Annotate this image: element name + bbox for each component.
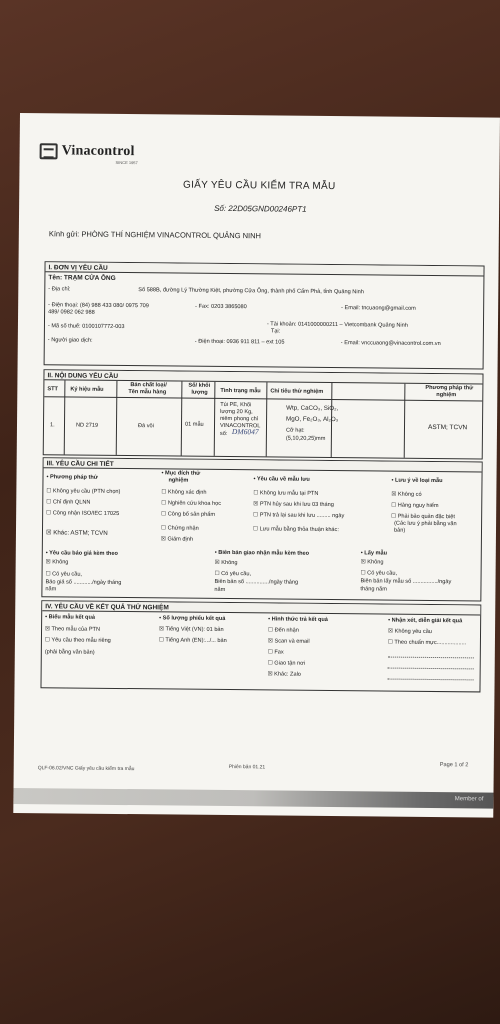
retention-opt-4: ☐ Lưu mẫu bằng thỏa thuận khác:: [252, 526, 339, 534]
section-results: [40, 600, 481, 692]
sampling-number: Biên bản lấy mẫu số ................/ngày: [360, 578, 452, 586]
tax-code: - Mã số thuế: 0100107772-003: [47, 323, 125, 331]
contact-email: - Email: vnccuaong@vinacontrol.com.vn: [340, 340, 441, 348]
address-label: - Địa chỉ:: [48, 286, 71, 293]
contact-person: - Người giao dịch:: [47, 337, 93, 344]
row-nature: Đá vôi: [137, 423, 154, 430]
fax: - Fax: 0203 3865080: [195, 303, 247, 311]
col-method: Phương pháp thử: [425, 384, 474, 392]
copies-title: • Số lượng phiếu kết quả: [159, 615, 226, 622]
test-method-opt-4: ☒ Khác: ASTM; TCVN: [45, 529, 108, 537]
col-condition: Tình trạng mẫu: [220, 387, 261, 395]
sample-note-opt-3: ☐ Phải bảo quản đặc biệt: [391, 513, 455, 521]
retention-opt-2: ☒ PTN hủy sau khi lưu 03 tháng: [253, 501, 334, 509]
row-test-items-3: Cỡ hạt:: [285, 427, 305, 434]
row-condition-4: VINACONTROL: [219, 422, 261, 430]
phone: - Điện thoại: (84) 988 433 080/ 0975 709: [48, 302, 149, 310]
purpose-opt-1: ☐ Không xác định: [161, 489, 207, 496]
section-requester: [44, 261, 485, 369]
purpose-opt-5: ☒ Giám định: [160, 536, 194, 543]
quote-year: năm: [45, 586, 57, 593]
delivery-title: • Hình thức trả kết quả: [268, 616, 328, 623]
handover-number: Biên bản số .............../ngày tháng: [214, 578, 299, 586]
col-nature-2: Tên mẫu hàng: [128, 389, 167, 396]
purpose-title: • Mục đích thử: [161, 470, 201, 477]
handover-year: năm: [214, 586, 226, 593]
email: - Email: tncuaong@gmail.com: [341, 305, 416, 312]
sampling-title: • Lấy mẫu: [360, 550, 388, 557]
test-method-opt-3: ☐ Công nhận ISO/IEC 17025: [46, 510, 120, 517]
col-quantity-2: lượng: [191, 389, 208, 396]
contact-phone: - Điện thoại: 0936 911 811 – ext 105: [194, 338, 285, 346]
row-sample-code: ND 2719: [75, 422, 99, 429]
row-method: ASTM; TCVN: [427, 423, 468, 432]
copies-opt-2: ☐ Tiếng Anh (EN):.../... bản: [158, 637, 227, 645]
bank-account: - Tài khoản: 0141000000211 – Vietcombank Quảng Ninh: [266, 321, 408, 329]
test-method-title: • Phương pháp thử: [46, 474, 98, 481]
purpose-opt-3: ☐ Công bố sản phẩm: [161, 511, 216, 518]
address-value: Số 588B, đường Lý Thường Kiệt, phường Cửa Ông, thành phố Cẩm Phả, tỉnh Quảng Ninh: [138, 287, 364, 296]
bank-at: Tại:: [270, 328, 281, 335]
purpose-title-2: nghiệm: [168, 477, 189, 484]
vinacontrol-logo-icon: [40, 143, 58, 159]
logo-since: SINCE 1957: [115, 159, 138, 166]
remarks-opt-1: ☒ Không yêu cầu: [388, 628, 432, 635]
row-test-items-2: MgO, Fe₂O₃, Al₂O₃: [286, 415, 339, 424]
quote-number: Báo giá số ............/ngày tháng: [45, 579, 122, 586]
request-form-paper: [13, 113, 500, 818]
handwritten-seal-number: DM6047: [231, 427, 259, 437]
footer-version: Phiên bản 01.21: [228, 764, 266, 771]
result-form-opt-2: ☐ Yêu cầu theo mẫu riêng: [44, 637, 111, 644]
section-request-content: [43, 369, 484, 459]
sample-note-opt-1: ☒ Không có: [391, 491, 422, 498]
recipient-line: Kính gửi: PHÒNG THÍ NGHIỆM VINACONTROL QUẢNG NINH: [48, 229, 262, 241]
quote-opt-1: ☒ Không: [45, 559, 69, 566]
sampling-date: tháng năm: [360, 586, 387, 593]
col-sample-code: Ký hiệu mẫu: [70, 386, 104, 393]
delivery-opt-5: ☒ Khác: Zalo: [267, 671, 301, 678]
section-2-header: II. NỘI DUNG YÊU CẦU: [44, 370, 482, 384]
handover-title: • Biên bản giao nhận mẫu kèm theo: [214, 549, 310, 557]
delivery-opt-3: ☐ Fax: [267, 649, 284, 656]
retention-opt-1: ☐ Không lưu mẫu tại PTN: [253, 490, 319, 497]
test-method-opt-2: ☐ Chỉ định QLNN: [46, 499, 91, 506]
row-stt: 1.: [49, 422, 55, 429]
handover-opt-1: ☒ Không: [214, 559, 238, 567]
col-stt: STT: [47, 386, 58, 393]
document-number: Số: 22D05GND00246PT1: [214, 203, 307, 214]
row-test-items-1: Wtp, CaCO₃, SiO₂,: [286, 404, 339, 413]
row-condition-5: số:: [219, 430, 228, 438]
section-4-header: IV. YÊU CẦU VỀ KẾT QUẢ THỬ NGHIỆM: [42, 601, 480, 615]
result-form-title: • Biểu mẫu kết quả: [45, 614, 96, 621]
section-3-header: III. YÊU CẦU CHI TIẾT: [44, 458, 482, 472]
col-test-items: Chỉ tiêu thử nghiệm: [270, 388, 324, 395]
sample-note-title: • Lưu ý về loại mẫu: [391, 477, 443, 485]
footer-form-code: QLF-06.02/VNC Giấy yêu cầu kiểm tra mẫu: [37, 765, 135, 773]
result-form-opt-3: (phải bằng văn bản): [44, 649, 95, 656]
delivery-opt-1: ☐ Đến nhận: [268, 627, 299, 634]
test-method-opt-1: ☐ Không yêu cầu (PTN chọn): [46, 488, 121, 495]
purpose-opt-2: ☐ Nghiên cứu khoa học: [161, 500, 222, 507]
row-test-items-4: (5,10,20,25)mm: [285, 435, 326, 442]
footer-member-of: Member of: [454, 796, 484, 803]
sample-note-opt-2: ☐ Hàng nguy hiểm: [391, 502, 439, 510]
sampling-opt-2: ☐ Có yêu cầu,: [360, 570, 398, 577]
delivery-opt-4: ☐ Giao tận nơi: [267, 660, 306, 667]
section-1-header: I. ĐƠN VỊ YÊU CẦU: [45, 262, 483, 276]
copies-opt-1: ☒ Tiếng Việt (VN): 01 bản: [159, 626, 224, 633]
section-details: [41, 457, 482, 601]
col-nature: Bản chất loại/: [130, 382, 167, 389]
row-condition-1: Túi PE, Khối: [220, 401, 252, 409]
row-condition-2: lượng 20 Kg,: [220, 408, 253, 416]
row-condition-3: niêm phong chì: [220, 415, 259, 423]
phone-2: 489/ 0982 062 988: [48, 309, 95, 316]
footer-page: Page 1 of 2: [439, 762, 469, 769]
sample-note-opt-3b: (Các lưu ý phải bằng văn: [394, 520, 457, 528]
quote-opt-2: ☐ Có yêu cầu,: [45, 571, 83, 578]
sampling-opt-1: ☒ Không: [360, 559, 384, 566]
delivery-opt-2: ☒ Scan và email: [267, 638, 310, 645]
purpose-opt-4: ☐ Chứng nhận: [160, 525, 199, 532]
remarks-title: • Nhận xét, diễn giải kết quả: [388, 617, 463, 625]
sample-note-opt-3c: bản): [393, 527, 406, 534]
retention-title: • Yêu cầu về mẫu lưu: [253, 476, 310, 483]
quote-title: • Yêu cầu báo giá kèm theo: [45, 550, 118, 557]
document-title: GIẤY YÊU CẦU KIỂM TRA MẪU: [182, 179, 336, 193]
footer-banner: [13, 788, 493, 809]
logo-text: Vinacontrol: [61, 143, 135, 160]
requester-name: Tên: TRẠM CỬA ÔNG: [48, 274, 116, 282]
result-form-opt-1: ☒ Theo mẫu của PTN: [45, 626, 101, 633]
col-quantity: Số/ khối: [188, 382, 211, 389]
vinacontrol-logo: [40, 143, 135, 160]
row-quantity: 01 mẫu: [184, 421, 204, 428]
handover-opt-2: ☐ Có yêu cầu,: [214, 570, 252, 578]
col-method-2: nghiệm: [436, 392, 457, 399]
retention-opt-3: ☐ PTN trả lại sau khi lưu ......... ngày: [253, 512, 345, 520]
remarks-opt-2: ☐ Theo chuẩn mực...................: [387, 639, 467, 647]
